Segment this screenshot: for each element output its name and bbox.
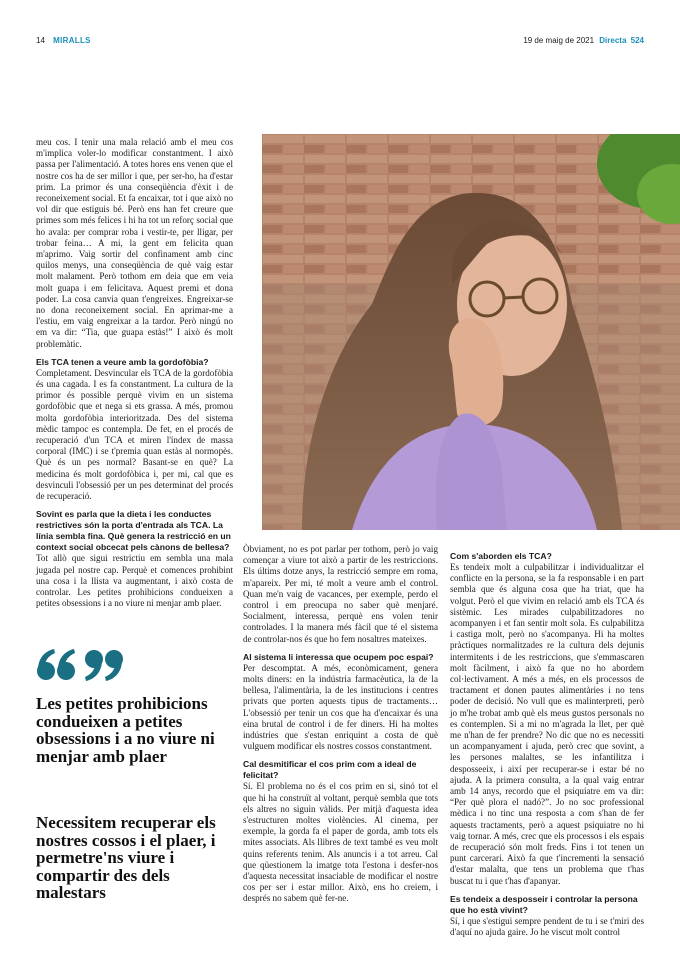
brand-name: Directa (599, 36, 627, 45)
body-paragraph: Sí, i que s'estigui sempre pendent de tu i se t'miri des d'aquí no ajuda gaire. Jo he viscut molt control (450, 915, 644, 938)
body-paragraph: Es tendeix molt a culpabilitzar i individualitzar el conflicte en la persona, se la fa responsable i en part sembla que és alguna cosa que ha triat, que ha volgut. Però el que vivim en relació amb els TCA és sistèmic. Les mirades culpabilitzadores no acompanyen i et fan sentir molt sola. Es culpabilitza i castiga molt, però no s'acompanya. Hi ha moltes pràctiques normalitzades re la cultura dels dejunis intermitents i de les restriccions, que s'emmascaren molt fàcilment, i això fa que no ho abordem col·lectivament. A més a més, en els processos de tractament et donen pautes alimentàries i no tens poder de decisió. No vull que es malinterpreti, però jo m'he trobat amb què els meus gustos personals no es contemplen. Si a mi no m'agrada la llet, per què me n'han de fer prendre? No dic que no es necessiti un acompanyament i ajuda, però crec que sovint, a les persones malaltes, se les infantilitza i desposseeix, i així per recuperar-se i estar bé no ajuda. A la primera consulta, a la qual vaig entrar amb 14 anys, recordo que el psiquiatre em va dir: “Per què plora el nadó?”. Jo no soc professional mèdica i no tinc una resposta a com s'han de fer aquests tractaments, però a aquest psiquiatre no hi vaig tornar. A més, crec que els processos i els espais de recuperació són molt freds. Fins i tot tenen un punt carcerari. Això fa que t'incrementi la sensació d'estar malalta, que tens un problema que t'has buscat tu i que t'has d'apanyar. (450, 562, 644, 886)
text-column-2 (243, 544, 438, 905)
pull-quote-1: Les petites prohibicions condueixen a petites obsessions i a no viure ni menjar amb plaer (36, 694, 215, 766)
photo-illustration (262, 134, 680, 530)
quote-marks-icon (36, 648, 124, 682)
section-name: MIRALLS (53, 36, 91, 45)
body-paragraph: Completament. Desvincular els TCA de la gordofòbia és una cagada. I es fa constantment. La cultura de la primor és possible perquè vivim en un sistema gordofòbic que et nega si ets grassa. A més, promou molta gordofòbia interioritzada. Des del sistema mèdic tampoc es contempla. De fet, en el procés de recuperació d'un TCA et miren l'índex de massa corporal (IMC) i se t'premia quan estàs al normopès. Què és un pes normal? Basant-se en què? La medicina és molt gordofòbica i, per mi, cal que es desvinculi l'obsessió per un pes determinat del procés de recuperació. (36, 367, 233, 502)
issue-date: 19 de maig de 2021 (523, 36, 595, 45)
page-header-left (36, 36, 91, 45)
body-paragraph: Òbviament, no es pot parlar per tothom, però jo vaig començar a viure tot això a partir de les restriccions. Els últims dotze anys, la restricció sempre em roma, m'apareix. Per mi, té molt a veure amb el control. Quan me'n vaig de vacances, per exemple, perdo el control i em preocupa no saber què menjaré. Socialment, interessa, perquè ens volen tenir controlades. I la manera més fàcil que té el sistema de controlar-nos és que ho fem nosaltres mateixes. (243, 544, 438, 644)
body-paragraph: Sí. El problema no és el cos prim en si, sinó tot el que hi ha construït al voltant, perquè sembla que tots els altres no siguin vàlids. Per mitjà d'aquesta idea s'estructuren moltes violències. Al cinema, per exemple, la gorda fa el paper de gorda, amb tots els mites associats. Als llibres de text també es veu molt quins referents tenim. Als anuncis i a tot arreu. Cal que qüestionem la imatge tota l'estona i desfer-nos d'aquesta necessitat insaciable de modificar el nostre cos per ser i estar millor. Això, ens ho creiem, i després no sabem què fer-ne. (243, 781, 438, 904)
text-column-1 (36, 137, 233, 609)
issue-number: 524 (630, 36, 644, 45)
text-column-3 (450, 551, 644, 938)
question-heading: Al sistema li interessa que ocupem poc espai? (243, 651, 434, 662)
body-paragraph: meu cos. I tenir una mala relació amb el meu cos m'implica voler-lo modificar constantment. I això passa per l'alimentació. A totes hores ens venen que el nostre cos ha de ser millor i que, per ser-ho, ha d'estar prim. La primor és una conseqüència d'èxit i de reconeixement social. Et fa encaixar, tot i que això no vol dir que estiguis bé. Però ens han fet creure que primes som més felices i hi ha tot un reforç social que ho avala: per comprar roba i vestir-te, per lligar, per trobar feina… A mi, la gent em felicita quan m'aprimo. Vaig sortir del confinament amb cinc quilos menys, una conseqüència de què vaig estar molt malament. Però tothom em deia que em veia molt guapa i em felicitava. Aquest premi et dona poder. La cosa canvia quan t'engreixes. Engreixar-se no dona reconeixement social. En aprimar-me a l'estiu, em vaig engreixar a la tardor. Però ningú no em va dir: “Tia, que guapa estàs!” I això és molt problemàtic. (36, 137, 233, 349)
body-paragraph: Per descomptat. A més, econòmicament, genera molts diners: en la indústria farmacèutica, la de la bellesa, l'alimentària, la de les institucions i centres privats que porten aquests tipus de tractaments… L'obsessió per tenir un cos que ha d'encaixar és una eina brutal de control i de fer diners. Hi ha moltes indústries que s'estan enriquint a costa de què vulguem modificar els nostres cossos constantment. (243, 662, 438, 752)
page-header-right (523, 36, 644, 45)
portrait-photo (262, 134, 680, 530)
page-number: 14 (36, 36, 45, 45)
question-heading: Com s'aborden els TCA? (450, 551, 552, 561)
question-heading: Els TCA tenen a veure amb la gordofòbia? (36, 356, 209, 367)
pull-quote-2: Necessitem recuperar els nostres cossos i el plaer, i permetre'ns viure i compartir des dels malestars (36, 813, 216, 902)
question-heading: Sovint es parla que la dieta i les conductes restrictives són la porta d'entrada als TCA. La línia sembla fina. Què genera la restricció en un context social obcecat pels cànons de bellesa? (36, 509, 231, 553)
question-heading: Cal desmitificar el cos prim com a ideal de felicitat? (243, 759, 417, 781)
question-heading: Es tendeix a desposseir i controlar la persona que ho està vivint? (450, 893, 638, 915)
body-paragraph: Tot allò que sigui restrictiu em sembla una mala jugada pel nostre cap. Perquè et comences prohibint una cosa i la llista va augmentant, i això costa de controlar. Les petites prohibicions condueixen a petites obsessions i a no viure ni menjar amb plaer. (36, 553, 233, 609)
